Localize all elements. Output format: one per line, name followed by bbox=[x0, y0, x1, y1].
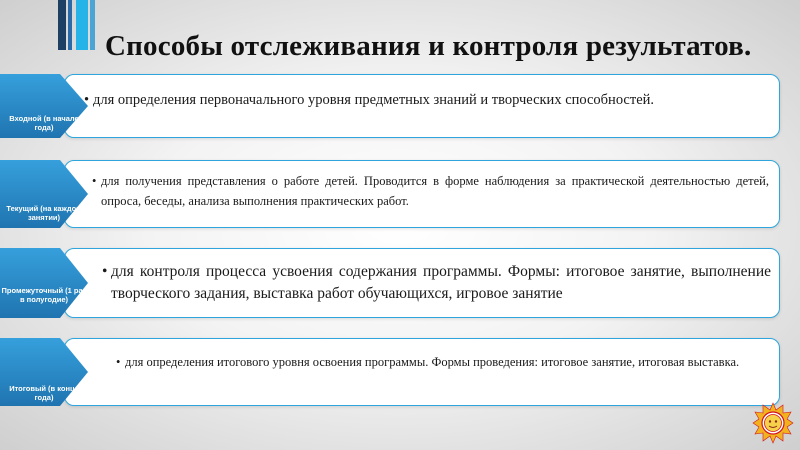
chevron-label: Входной (в начале года) bbox=[9, 114, 79, 132]
card-text: • для определения первоначального уровня предметных знаний и творческих способностей. bbox=[93, 91, 761, 109]
chevron-current bbox=[0, 160, 88, 228]
chevron-label: Текущий (на каждом занятии) bbox=[6, 204, 82, 222]
decor-stripe bbox=[76, 0, 88, 50]
text-card bbox=[64, 74, 780, 138]
sun-logo-icon bbox=[752, 402, 794, 444]
chevron-entry bbox=[0, 74, 88, 138]
card-text: • для получения представления о работе детей. Проводится в форме наблюдения за практической деятельностью детей, опроса, беседы, анализа выполнения практических работ. bbox=[101, 171, 769, 211]
decor-stripe bbox=[58, 0, 66, 50]
card-text: • для контроля процесса усвоения содержания программы. Формы: итоговое занятие, выполнение творческого задания, выставка работ обучающихся, игровое занятие bbox=[111, 261, 771, 305]
chevron-final bbox=[0, 338, 88, 406]
decor-stripe bbox=[68, 0, 72, 50]
card-text: • для определения итогового уровня освоения программы. Формы проведения: итоговое занятие, итоговая выставка. bbox=[125, 353, 771, 372]
text-card bbox=[64, 160, 780, 228]
text-card bbox=[64, 338, 780, 406]
chevron-label: Промежуточный (1 раз в полугодие) bbox=[1, 286, 87, 304]
chevron-label: Итоговый (в конце года) bbox=[9, 384, 79, 402]
chevron-intermediate bbox=[0, 248, 88, 318]
row-entry bbox=[0, 74, 780, 138]
row-final bbox=[0, 338, 780, 406]
text-card bbox=[64, 248, 780, 318]
row-current bbox=[0, 160, 780, 228]
row-intermediate bbox=[0, 248, 780, 318]
chevron-shape bbox=[0, 248, 88, 318]
slide-title: Способы отслеживания и контроля результатов. bbox=[105, 30, 752, 62]
decor-stripe bbox=[90, 0, 95, 50]
